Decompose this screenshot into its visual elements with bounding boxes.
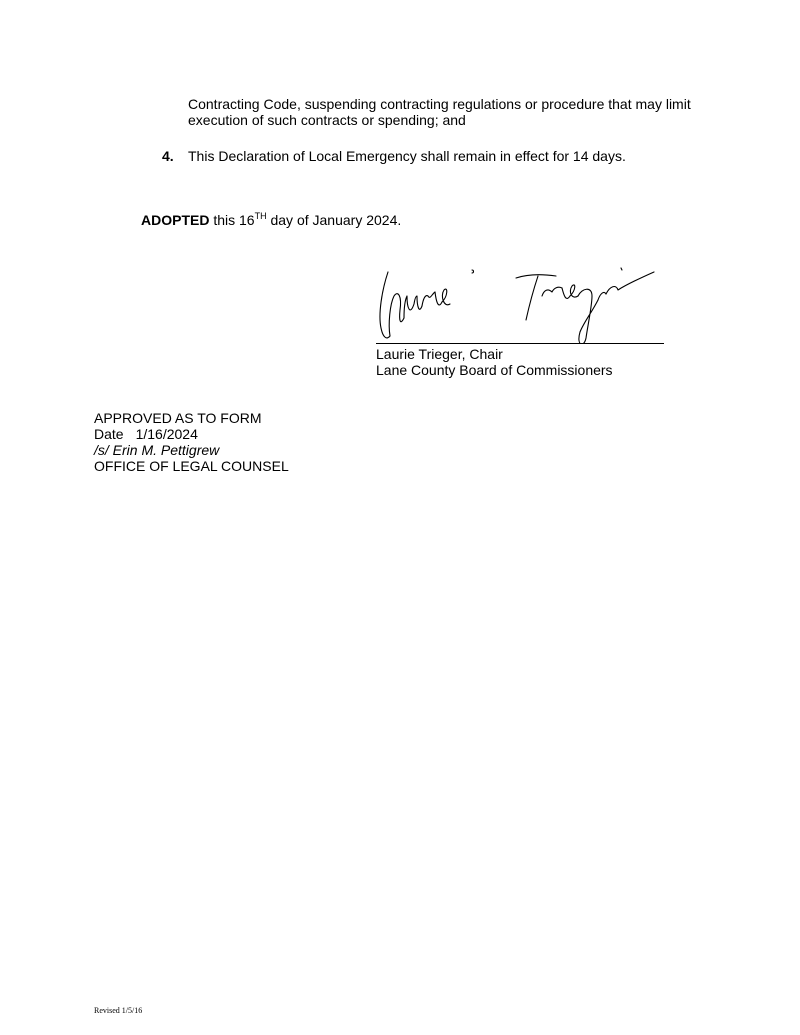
approval-block — [94, 410, 289, 474]
adopted-text-after: day of January 2024. — [266, 212, 402, 228]
signer-name-title: Laurie Trieger, Chair — [376, 346, 503, 362]
numbered-item-4 — [162, 148, 626, 164]
adopted-text-before: this 16 — [209, 212, 255, 228]
handwritten-signature — [378, 266, 658, 344]
signer-block — [376, 346, 613, 378]
approval-date-value: 1/16/2024 — [135, 426, 198, 442]
adopted-day-suffix: TH — [254, 211, 267, 221]
continuation-line-1: Contracting Code, suspending contracting regulations or procedure that may limit — [188, 96, 691, 112]
signature-line — [376, 343, 664, 344]
approval-office: OFFICE OF LEGAL COUNSEL — [94, 458, 289, 474]
adopted-statement — [141, 212, 401, 228]
approval-date-line — [94, 426, 289, 442]
continuation-paragraph — [188, 96, 748, 128]
signer-organization: Lane County Board of Commissioners — [376, 362, 613, 378]
continuation-line-2: execution of such contracts or spending; and — [188, 112, 466, 128]
approval-signed-by: /s/ Erin M. Pettigrew — [94, 442, 220, 458]
approval-heading: APPROVED AS TO FORM — [94, 410, 262, 426]
approval-date-label: Date — [94, 426, 124, 442]
adopted-label: ADOPTED — [141, 212, 210, 228]
revision-footer: Revised 1/5/16 — [94, 1006, 143, 1015]
item-text: This Declaration of Local Emergency shall remain in effect for 14 days. — [188, 148, 626, 164]
item-number: 4. — [162, 148, 174, 164]
